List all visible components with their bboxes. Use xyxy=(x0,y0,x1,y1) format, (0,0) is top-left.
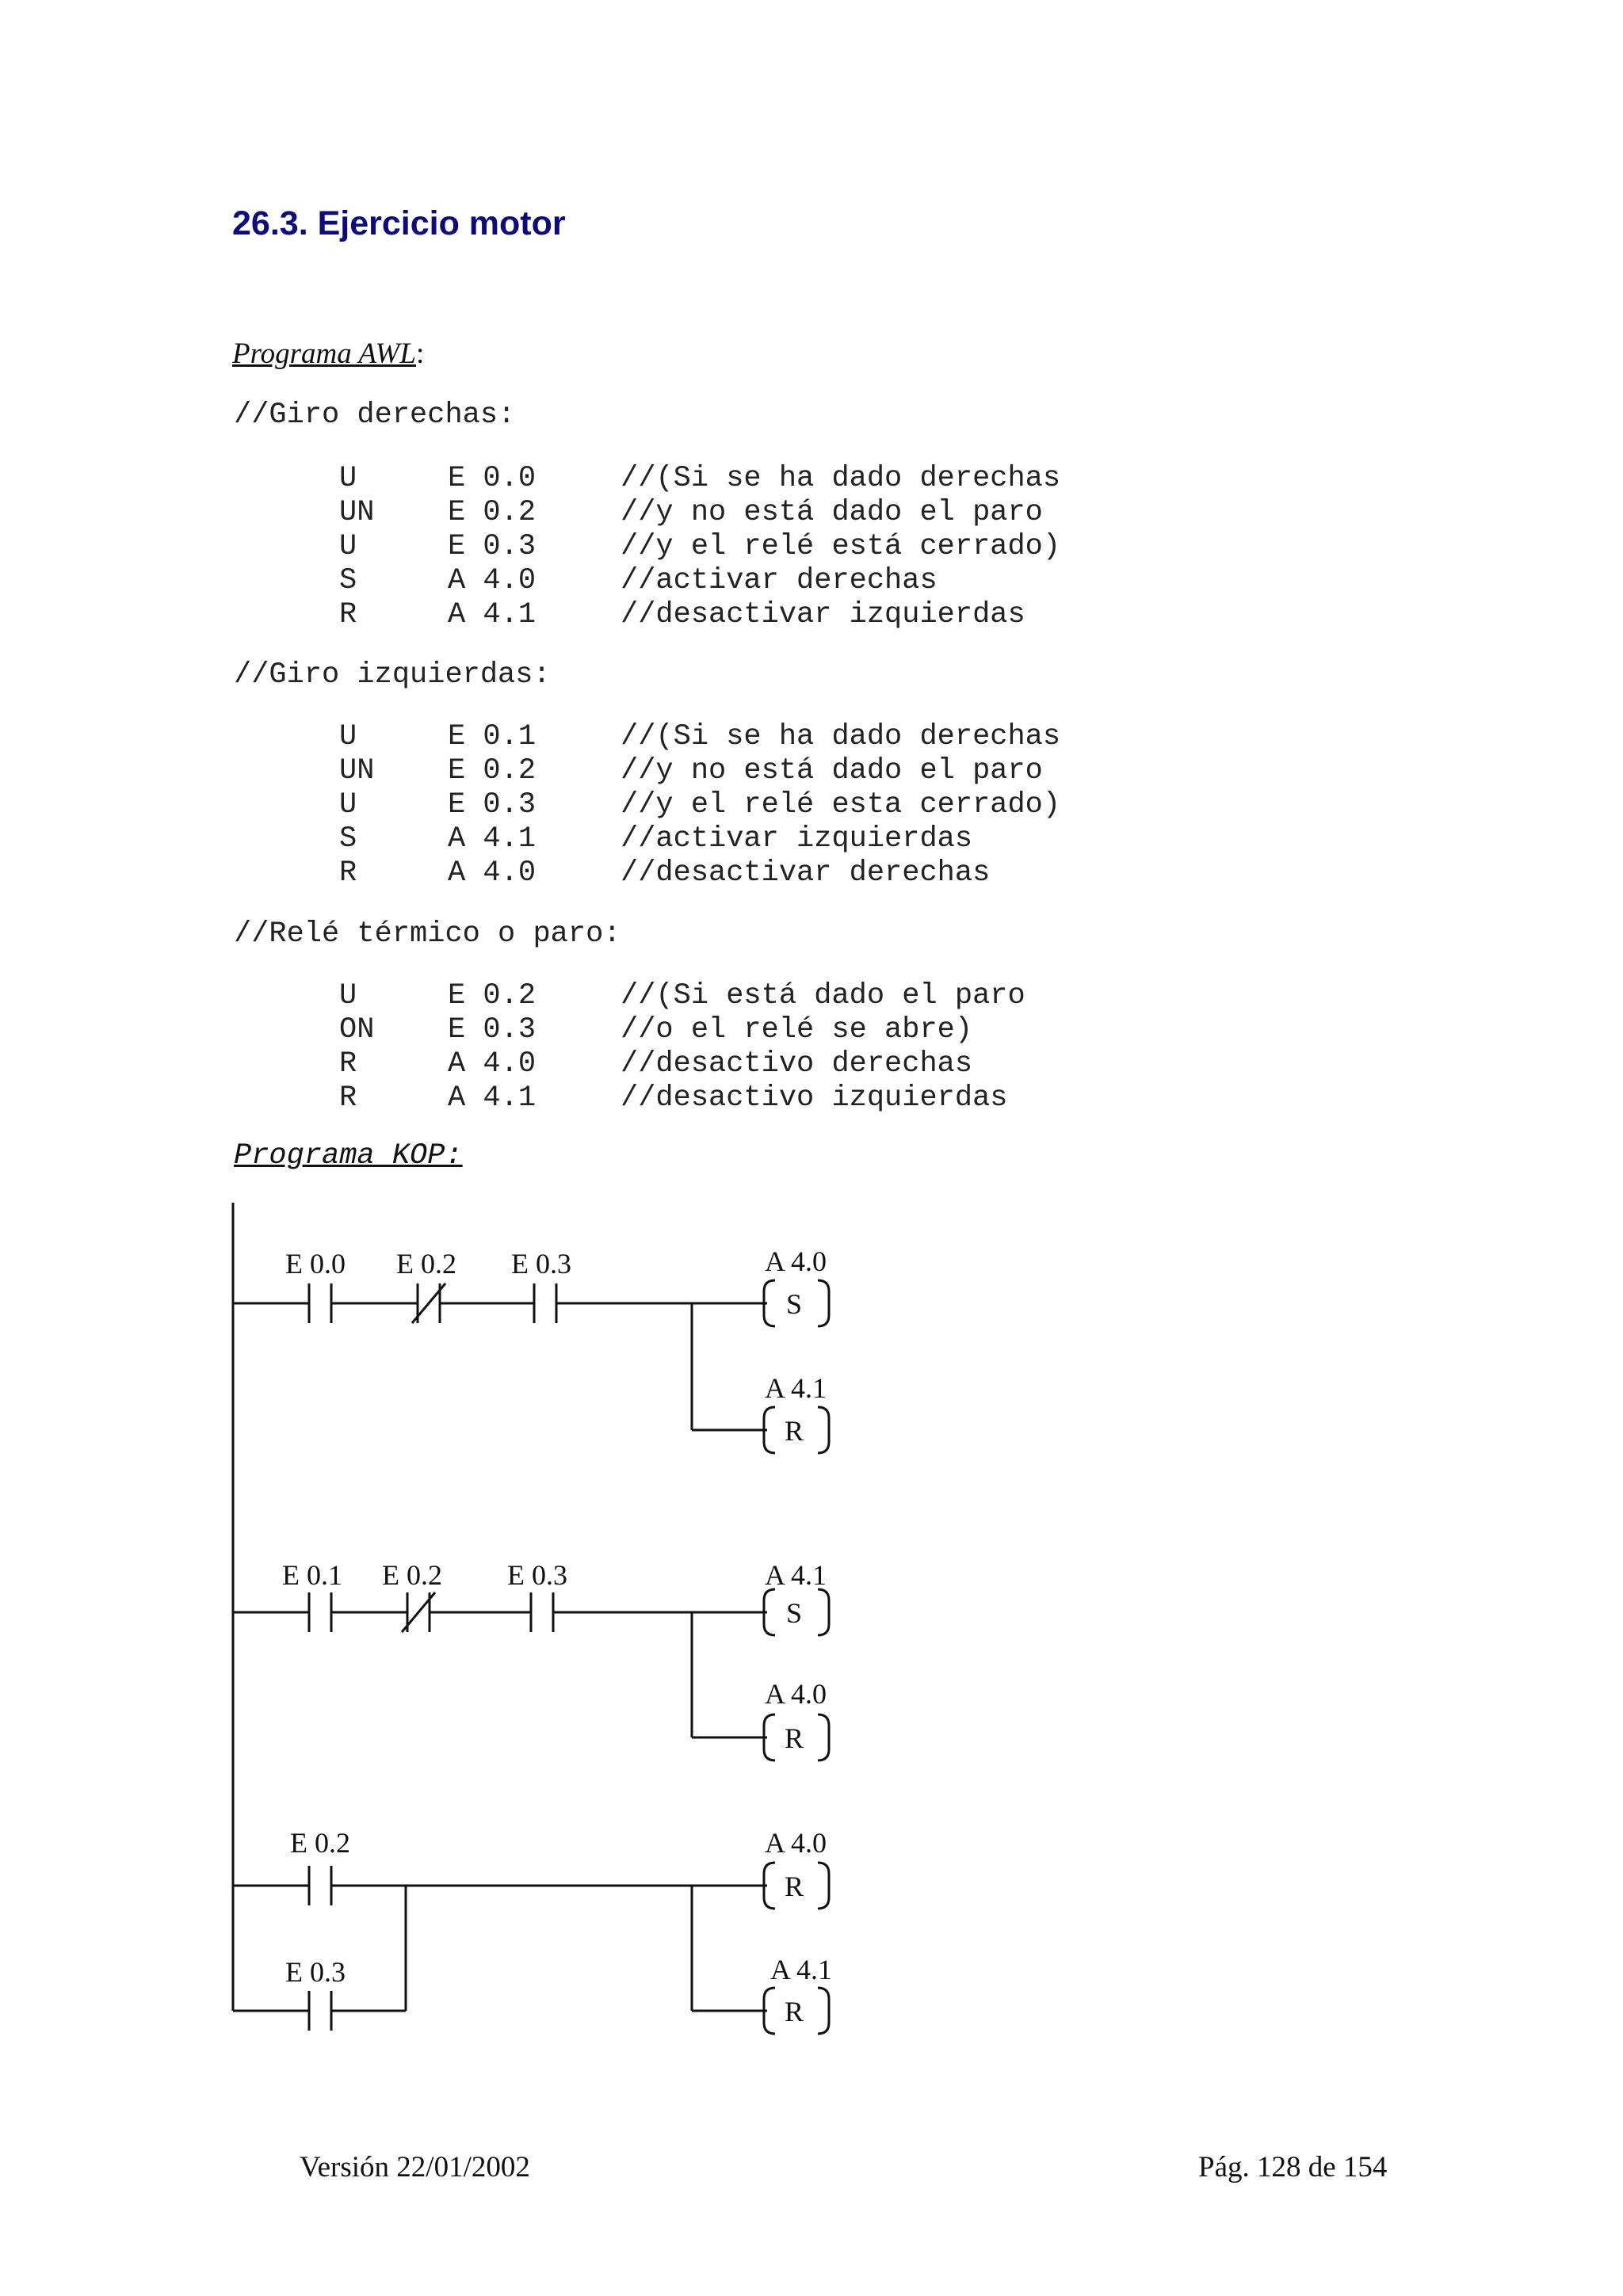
code-line xyxy=(0,530,1109,564)
code-line xyxy=(0,856,1109,891)
code-line xyxy=(0,1013,1109,1047)
instruction-comment: //(Si se ha dado derechas xyxy=(621,462,1061,495)
contact-label: E 0.2 xyxy=(396,1248,456,1280)
footer-version: Versión 22/01/2002 xyxy=(300,2151,530,2183)
section-label-rele-termico: //Relé térmico o paro: xyxy=(234,917,621,951)
contact-label: E 0.3 xyxy=(511,1248,571,1280)
instruction-operand: E 0.2 xyxy=(448,979,537,1013)
coil-label: A 4.1 xyxy=(765,1372,827,1404)
instruction-comment: //y el relé esta cerrado) xyxy=(621,788,1061,822)
instruction-comment: //activar izquierdas xyxy=(621,822,973,856)
section-heading: 26.3. Ejercicio motor xyxy=(232,204,566,242)
code-line xyxy=(0,822,1109,856)
awl-program-title xyxy=(232,337,424,371)
instruction-opcode: U xyxy=(339,462,357,495)
instruction-opcode: UN xyxy=(339,754,375,788)
instruction-operand: E 0.3 xyxy=(448,530,537,563)
contact-no xyxy=(309,1866,331,1905)
code-line xyxy=(0,462,1109,496)
rung-2 xyxy=(233,1559,829,1760)
instruction-operand: A 4.0 xyxy=(448,564,537,597)
contact-label: E 0.2 xyxy=(290,1827,350,1859)
instruction-comment: //desactivar derechas xyxy=(621,856,991,890)
instruction-operand: E 0.3 xyxy=(448,1013,537,1047)
contact-no xyxy=(309,1283,331,1323)
instruction-comment: //(Si se ha dado derechas xyxy=(621,720,1061,753)
code-line xyxy=(0,1081,1109,1116)
code-line xyxy=(0,1047,1109,1081)
contact-label: E 0.1 xyxy=(282,1559,342,1591)
code-line xyxy=(0,598,1109,632)
coil-label: A 4.0 xyxy=(765,1245,827,1277)
coil-type: R xyxy=(785,1722,804,1754)
instruction-opcode: R xyxy=(339,856,357,890)
contact-label: E 0.3 xyxy=(285,1956,346,1988)
contact-no xyxy=(309,1991,331,2031)
code-line xyxy=(0,754,1109,788)
coil-type: R xyxy=(785,1996,804,2027)
instruction-operand: E 0.2 xyxy=(448,496,537,529)
contact-no xyxy=(309,1592,331,1632)
instruction-opcode: U xyxy=(339,530,357,563)
instruction-opcode: U xyxy=(339,788,357,822)
coil-type: S xyxy=(786,1597,803,1629)
coil-label: A 4.0 xyxy=(765,1827,827,1859)
rung-3 xyxy=(233,1827,832,2034)
coil-type: R xyxy=(785,1415,804,1447)
code-line xyxy=(0,720,1109,754)
instruction-operand: E 0.2 xyxy=(448,754,537,788)
instruction-comment: //desactivo izquierdas xyxy=(621,1081,1008,1115)
contact-label: E 0.2 xyxy=(382,1559,442,1591)
coil-label: A 4.0 xyxy=(765,1678,827,1710)
awl-program-colon: : xyxy=(415,338,425,370)
ladder-diagram xyxy=(0,1188,951,2060)
instruction-comment: //y no está dado el paro xyxy=(621,496,1043,529)
instruction-comment: //o el relé se abre) xyxy=(621,1013,973,1047)
instruction-operand: A 4.1 xyxy=(448,1081,537,1115)
code-line xyxy=(0,788,1109,822)
rung-1 xyxy=(233,1245,829,1453)
instruction-opcode: U xyxy=(339,979,357,1013)
instruction-opcode: S xyxy=(339,822,357,856)
instruction-operand: A 4.0 xyxy=(448,856,537,890)
instruction-operand: E 0.0 xyxy=(448,462,537,495)
instruction-comment: //desactivo derechas xyxy=(621,1047,973,1081)
code-line xyxy=(0,496,1109,530)
instruction-comment: //y el relé está cerrado) xyxy=(621,530,1061,563)
instruction-comment: //activar derechas xyxy=(621,564,938,597)
kop-program-title: Programa KOP: xyxy=(234,1139,463,1173)
instruction-opcode: UN xyxy=(339,496,375,529)
contact-label: E 0.0 xyxy=(285,1248,346,1280)
instruction-opcode: U xyxy=(339,720,357,753)
instruction-opcode: R xyxy=(339,1081,357,1115)
coil-label: A 4.1 xyxy=(770,1954,833,1985)
instruction-operand: A 4.0 xyxy=(448,1047,537,1081)
code-line xyxy=(0,564,1109,598)
instruction-comment: //desactivar izquierdas xyxy=(621,598,1025,631)
instruction-opcode: S xyxy=(339,564,357,597)
section-label-giro-izquierdas: //Giro izquierdas: xyxy=(234,658,551,692)
instruction-opcode: R xyxy=(339,598,357,631)
instruction-operand: E 0.1 xyxy=(448,720,537,753)
section-label-giro-derechas: //Giro derechas: xyxy=(234,399,516,432)
instruction-operand: E 0.3 xyxy=(448,788,537,822)
coil-type: S xyxy=(786,1288,803,1320)
instruction-comment: //(Si está dado el paro xyxy=(621,979,1025,1013)
footer-page-number: Pág. 128 de 154 xyxy=(1198,2151,1388,2183)
contact-no xyxy=(531,1592,553,1632)
instruction-opcode: R xyxy=(339,1047,357,1081)
coil-type: R xyxy=(785,1871,804,1902)
contact-label: E 0.3 xyxy=(507,1559,567,1591)
instruction-comment: //y no está dado el paro xyxy=(621,754,1043,788)
code-line xyxy=(0,979,1109,1013)
instruction-opcode: ON xyxy=(339,1013,375,1047)
instruction-operand: A 4.1 xyxy=(448,822,537,856)
instruction-operand: A 4.1 xyxy=(448,598,537,631)
coil-label: A 4.1 xyxy=(765,1559,827,1591)
contact-no xyxy=(534,1283,556,1323)
awl-program-label: Programa AWL xyxy=(232,338,416,370)
